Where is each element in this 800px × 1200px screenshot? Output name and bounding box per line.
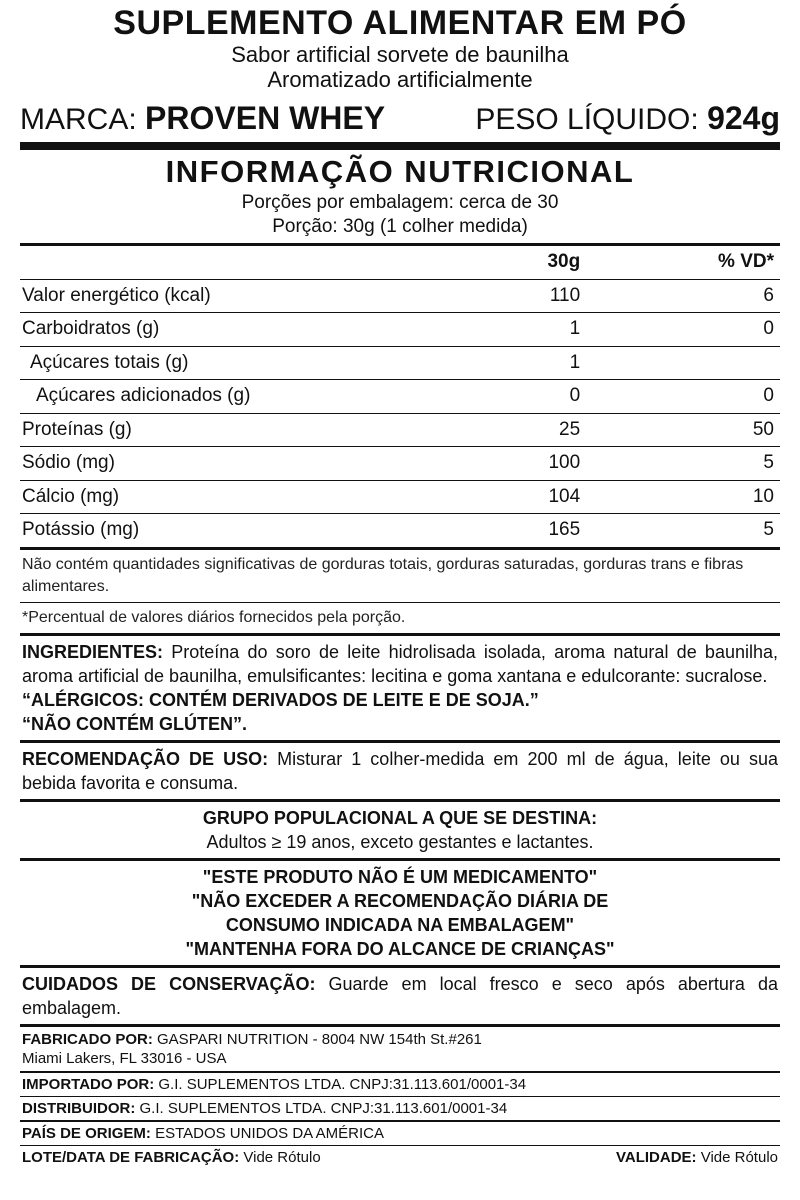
manufacturer-label: FABRICADO POR: xyxy=(22,1031,153,1048)
storage-paragraph xyxy=(22,972,778,1020)
storage-text: Guarde em local fresco e seco após abertura da embalagem. xyxy=(22,974,778,1018)
origin-label: PAÍS DE ORIGEM: xyxy=(22,1124,151,1142)
nutrient-amount: 104 xyxy=(424,480,586,514)
distributor-label: DISTRIBUIDOR: xyxy=(22,1100,136,1117)
nutrient-vd: 0 xyxy=(586,380,780,414)
nutrient-amount: 1 xyxy=(424,313,586,347)
nutrient-name: Açúcares adicionados (g) xyxy=(36,385,251,407)
validity-value: Vide Rótulo xyxy=(696,1149,778,1166)
manufacturer-line xyxy=(22,1030,778,1049)
nutrient-name: Sódio (mg) xyxy=(20,447,424,481)
column-vd-header: % VD* xyxy=(586,245,780,280)
nutrient-vd: 5 xyxy=(586,514,780,547)
nutrient-vd: 6 xyxy=(586,279,780,313)
validity-block xyxy=(616,1148,778,1167)
table-row xyxy=(20,346,780,380)
distributor-value: G.I. SUPLEMENTOS LTDA. CNPJ:31.113.601/0001-34 xyxy=(135,1100,508,1117)
aroma-text: Aromatizado artificialmente xyxy=(267,67,533,92)
table-row xyxy=(20,447,780,481)
usage-section xyxy=(20,743,780,799)
warning-line-2: "NÃO EXCEDER A RECOMENDAÇÃO DIÁRIA DE xyxy=(191,891,609,911)
lot-block xyxy=(22,1148,321,1167)
nutrient-name: Valor energético (kcal) xyxy=(20,279,424,313)
importer-label: IMPORTADO POR: xyxy=(22,1075,155,1093)
insignificant-amounts-note: Não contém quantidades significativas de gorduras totais, gorduras saturadas, gorduras trans e fibras alimentares. xyxy=(22,555,744,595)
column-amount-header: 30g xyxy=(424,245,586,280)
nutrient-name: Potássio (mg) xyxy=(20,514,424,547)
weight-value: 924g xyxy=(707,100,780,136)
nutrient-amount: 0 xyxy=(424,380,586,414)
importer-value: G.I. SUPLEMENTOS LTDA. CNPJ:31.113.601/0001-34 xyxy=(154,1075,527,1093)
table-row xyxy=(20,380,780,414)
brand-label: MARCA: xyxy=(20,103,137,136)
nutrient-vd: 5 xyxy=(586,447,780,481)
storage-label: CUIDADOS DE CONSERVAÇÃO: xyxy=(22,974,316,994)
brand-block xyxy=(20,100,385,137)
nutrient-amount: 110 xyxy=(424,279,586,313)
warning-line-1: "ESTE PRODUTO NÃO É UM MEDICAMENTO" xyxy=(202,867,598,887)
allergen-warning: “ALÉRGICOS: CONTÉM DERIVADOS DE LEITE E DE SOJA.” xyxy=(22,690,539,710)
vd-footnote: *Percentual de valores diários fornecidos pela porção. xyxy=(22,609,406,626)
flavor-text: Sabor artificial sorvete de baunilha xyxy=(231,42,569,67)
ingredients-text: Proteína do soro de leite hidrolisada isolada, aroma natural de baunilha, aroma artificial de baunilha, emulsificantes: lecitina e goma xantana e edulcorante: sucralose. xyxy=(22,642,778,686)
nutrient-amount: 1 xyxy=(424,346,586,380)
nutrient-name: Açúcares totais (g) xyxy=(30,351,189,373)
weight-block xyxy=(475,100,780,137)
ingredients-paragraph xyxy=(22,640,778,688)
gluten-warning: “NÃO CONTÉM GLÚTEN”. xyxy=(22,714,247,734)
lot-label: LOTE/DATA DE FABRICAÇÃO: xyxy=(22,1149,240,1166)
table-row xyxy=(20,413,780,447)
portion-size: Porção: 30g (1 colher medida) xyxy=(272,216,528,237)
nutrient-vd xyxy=(586,346,780,380)
target-group-section xyxy=(20,802,780,858)
nutrient-vd: 10 xyxy=(586,480,780,514)
storage-section xyxy=(20,968,780,1024)
usage-text: Misturar 1 colher-medida em 200 ml de água, leite ou sua bebida favorita e consuma. xyxy=(22,749,778,793)
weight-label: PESO LÍQUIDO: xyxy=(475,103,699,136)
importer-line xyxy=(20,1073,780,1096)
ingredients-label: INGREDIENTES: xyxy=(22,642,164,662)
brand-weight-row xyxy=(20,100,780,140)
usage-paragraph xyxy=(22,747,778,795)
table-row xyxy=(20,514,780,547)
nutrition-title: INFORMAÇÃO NUTRICIONAL xyxy=(165,154,635,189)
origin-value: ESTADOS UNIDOS DA AMÉRICA xyxy=(150,1124,385,1142)
nutrient-vd: 0 xyxy=(586,313,780,347)
nutrient-name: Proteínas (g) xyxy=(20,413,424,447)
brand-value: PROVEN WHEY xyxy=(145,100,386,136)
manufacturer-block xyxy=(20,1027,780,1071)
nutrient-name: Cálcio (mg) xyxy=(20,480,424,514)
target-group-text: Adultos ≥ 19 anos, exceto gestantes e lactantes. xyxy=(206,832,594,852)
target-group-label: GRUPO POPULACIONAL A QUE SE DESTINA: xyxy=(202,808,598,828)
nutrient-amount: 100 xyxy=(424,447,586,481)
table-row xyxy=(20,313,780,347)
origin-line xyxy=(20,1122,780,1145)
warnings-section xyxy=(20,861,780,965)
lot-validity-line xyxy=(20,1146,780,1169)
nutrition-header-row xyxy=(20,245,780,280)
table-row xyxy=(20,279,780,313)
validity-label: VALIDADE: xyxy=(615,1149,697,1166)
usage-label: RECOMENDAÇÃO DE USO: xyxy=(22,749,269,769)
servings-per-package: Porções por embalagem: cerca de 30 xyxy=(241,192,559,213)
manufacturer-address: Miami Lakers, FL 33016 - USA xyxy=(22,1050,227,1067)
warning-line-3: CONSUMO INDICADA NA EMBALAGEM" xyxy=(225,915,575,935)
table-row xyxy=(20,480,780,514)
ingredients-section xyxy=(20,636,780,740)
nutrient-vd: 50 xyxy=(586,413,780,447)
nutrient-amount: 25 xyxy=(424,413,586,447)
manufacturer-value: GASPARI NUTRITION - 8004 NW 154th St.#261 xyxy=(152,1031,482,1048)
distributor-line xyxy=(20,1097,780,1120)
lot-value: Vide Rótulo xyxy=(239,1149,321,1166)
warning-line-4: "MANTENHA FORA DO ALCANCE DE CRIANÇAS" xyxy=(185,939,615,959)
nutrition-table xyxy=(20,243,780,547)
heavy-divider xyxy=(20,142,780,150)
product-title: SUPLEMENTO ALIMENTAR EM PÓ xyxy=(113,4,687,42)
nutrient-amount: 165 xyxy=(424,514,586,547)
nutrient-name: Carboidratos (g) xyxy=(20,313,424,347)
